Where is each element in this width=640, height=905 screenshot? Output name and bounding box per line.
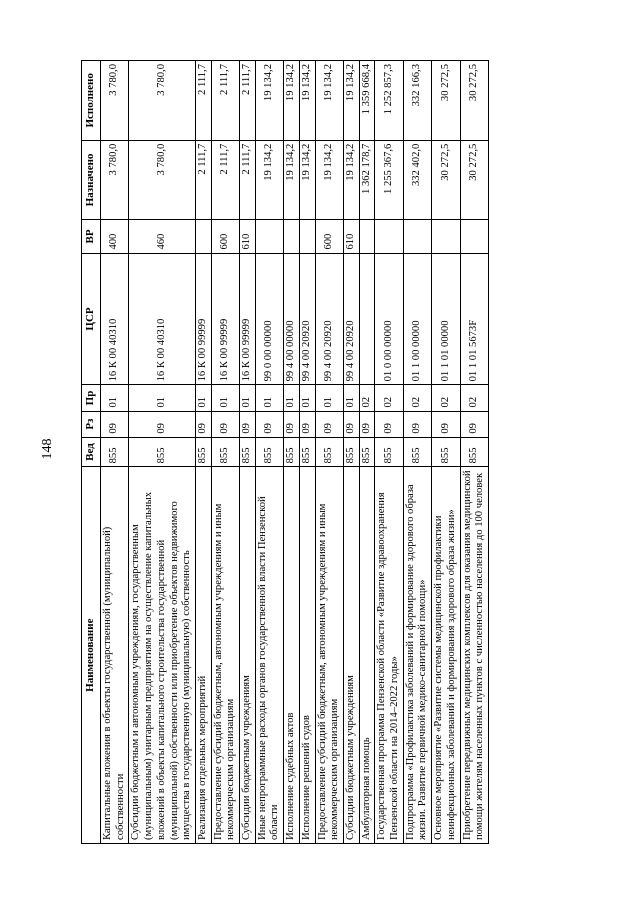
cell-vr (432, 220, 460, 253)
cell-rz: 09 (255, 411, 283, 437)
cell-ved: 855 (359, 437, 375, 467)
cell-name: Субсидии бюджетным и автономным учреждениям, государственным (муниципальным) унитарным предприятиям на осуществление капитальных вложений в объекты капитального строительства государственной (муниципальной) собственности или приобретение объектов недвижимого имущества в государственную (муниципальную) собственность (129, 467, 196, 844)
cell-vr (460, 220, 488, 253)
table-row (255, 61, 283, 844)
cell-executed: 19 134,2 (299, 61, 315, 141)
cell-csr: 01 0 00 00000 (375, 253, 403, 385)
cell-ved: 855 (343, 437, 359, 467)
cell-csr: 16 К 00 40310 (101, 253, 129, 385)
cell-name: Амбулаторная помощь (359, 467, 375, 844)
table-row (195, 61, 211, 844)
cell-rz: 09 (315, 411, 343, 437)
cell-csr: 16 К 00 99999 (195, 253, 211, 385)
cell-ved: 855 (240, 437, 256, 467)
cell-pr: 02 (403, 385, 431, 411)
cell-csr: 16 К 00 40310 (129, 253, 196, 385)
cell-executed: 19 134,2 (315, 61, 343, 141)
table-row (432, 61, 460, 844)
cell-name: Подпрограмма «Профилактика заболеваний и формирование здорового образа жизни. Развитие первичной медико-санитарной помощи» (403, 467, 431, 844)
cell-vr: 610 (240, 220, 256, 253)
cell-vr: 600 (315, 220, 343, 253)
cell-vr: 610 (343, 220, 359, 253)
cell-csr: 99 0 00 00000 (255, 253, 283, 385)
cell-csr: 99 4 00 20920 (299, 253, 315, 385)
table-row (343, 61, 359, 844)
cell-vr (195, 220, 211, 253)
cell-vr: 400 (101, 220, 129, 253)
cell-csr: 99 4 00 20920 (343, 253, 359, 385)
cell-ved: 855 (211, 437, 239, 467)
cell-ved: 855 (284, 437, 300, 467)
cell-pr: 02 (359, 385, 375, 411)
header-ved: Вед (82, 437, 101, 467)
cell-pr: 01 (315, 385, 343, 411)
cell-csr: 01 1 01 5673F (460, 253, 488, 385)
budget-table (81, 60, 489, 844)
header-assigned: Назначено (82, 140, 101, 220)
header-rz: Рз (82, 411, 101, 437)
cell-rz: 09 (359, 411, 375, 437)
cell-pr: 01 (299, 385, 315, 411)
cell-csr (359, 253, 375, 385)
cell-name: Реализация отдельных мероприятий (195, 467, 211, 844)
cell-name: Субсидии бюджетным учреждениям (343, 467, 359, 844)
cell-pr: 02 (432, 385, 460, 411)
cell-vr: 600 (211, 220, 239, 253)
cell-assigned: 332 402,0 (403, 140, 431, 220)
cell-vr (359, 220, 375, 253)
cell-rz: 09 (240, 411, 256, 437)
table-header-row (82, 61, 101, 844)
cell-assigned: 3 780,0 (101, 140, 129, 220)
cell-assigned: 19 134,2 (284, 140, 300, 220)
cell-vr (403, 220, 431, 253)
cell-ved: 855 (315, 437, 343, 467)
cell-ved: 855 (101, 437, 129, 467)
header-csr: ЦСР (82, 253, 101, 385)
cell-assigned: 30 272,5 (432, 140, 460, 220)
table-body (101, 61, 489, 844)
cell-executed: 19 134,2 (284, 61, 300, 141)
cell-pr: 01 (284, 385, 300, 411)
cell-pr: 02 (460, 385, 488, 411)
cell-executed: 3 780,0 (129, 61, 196, 141)
cell-name: Капитальные вложения в объекты государственной (муниципальной) собственности (101, 467, 129, 844)
cell-csr: 16 К 00 99999 (211, 253, 239, 385)
cell-ved: 855 (432, 437, 460, 467)
cell-executed: 2 111,7 (195, 61, 211, 141)
cell-ved: 855 (460, 437, 488, 467)
cell-executed: 19 134,2 (255, 61, 283, 141)
cell-ved: 855 (375, 437, 403, 467)
cell-name: Основное мероприятие «Развитие системы медицинской профилактики неинфекционных заболеваний и формирования здорового образа жизни» (432, 467, 460, 844)
cell-ved: 855 (195, 437, 211, 467)
cell-pr: 01 (101, 385, 129, 411)
cell-pr: 01 (343, 385, 359, 411)
rotated-page-content (81, 60, 605, 844)
cell-assigned: 30 272,5 (460, 140, 488, 220)
cell-name: Государственная программа Пензенской области «Развитие здравоохранения Пензенской области на 2014–2022 годы» (375, 467, 403, 844)
cell-executed: 2 111,7 (240, 61, 256, 141)
cell-rz: 09 (284, 411, 300, 437)
cell-name: Приобретение передвижных медицинских комплексов для оказания медицинской помощи жителям населенных пунктов с численностью населения до 100 человек (460, 467, 488, 844)
cell-executed: 19 134,2 (343, 61, 359, 141)
cell-name: Исполнение судебных актов (284, 467, 300, 844)
cell-rz: 09 (101, 411, 129, 437)
cell-assigned: 19 134,2 (343, 140, 359, 220)
cell-rz: 09 (432, 411, 460, 437)
cell-assigned: 2 111,7 (195, 140, 211, 220)
cell-assigned: 1 362 178,7 (359, 140, 375, 220)
cell-name: Исполнение решений судов (299, 467, 315, 844)
cell-csr: 01 1 01 00000 (432, 253, 460, 385)
cell-vr (284, 220, 300, 253)
cell-vr (255, 220, 283, 253)
cell-ved: 855 (255, 437, 283, 467)
cell-pr: 01 (195, 385, 211, 411)
cell-name: Иные непрограммные расходы органов государственной власти Пензенской области (255, 467, 283, 844)
header-vr: ВР (82, 220, 101, 253)
cell-pr: 01 (240, 385, 256, 411)
cell-name: Субсидии бюджетным учреждениям (240, 467, 256, 844)
cell-assigned: 2 111,7 (240, 140, 256, 220)
cell-assigned: 19 134,2 (315, 140, 343, 220)
cell-csr: 99 4 00 20920 (315, 253, 343, 385)
cell-pr: 01 (255, 385, 283, 411)
cell-executed: 2 111,7 (211, 61, 239, 141)
cell-pr: 01 (129, 385, 196, 411)
cell-ved: 855 (299, 437, 315, 467)
table-row (403, 61, 431, 844)
header-executed: Исполнено (82, 61, 101, 141)
table-row (375, 61, 403, 844)
cell-executed: 1 359 668,4 (359, 61, 375, 141)
cell-assigned: 1 255 367,6 (375, 140, 403, 220)
table-row (359, 61, 375, 844)
cell-executed: 30 272,5 (460, 61, 488, 141)
page-number: 148 (40, 438, 55, 460)
table-row (299, 61, 315, 844)
header-pr: Пр (82, 385, 101, 411)
cell-name: Предоставление субсидий бюджетным, автономным учреждениям и иным некоммерческим организациям (211, 467, 239, 844)
cell-rz: 09 (211, 411, 239, 437)
cell-rz: 09 (299, 411, 315, 437)
table-row (460, 61, 488, 844)
cell-assigned: 19 134,2 (255, 140, 283, 220)
cell-csr: 99 4 00 00000 (284, 253, 300, 385)
table-row (284, 61, 300, 844)
cell-pr: 02 (375, 385, 403, 411)
cell-rz: 09 (129, 411, 196, 437)
table-row (129, 61, 196, 844)
cell-vr (299, 220, 315, 253)
table-row (240, 61, 256, 844)
cell-rz: 09 (375, 411, 403, 437)
cell-csr: 01 1 00 00000 (403, 253, 431, 385)
cell-rz: 09 (343, 411, 359, 437)
cell-vr: 460 (129, 220, 196, 253)
cell-assigned: 3 780,0 (129, 140, 196, 220)
cell-executed: 30 272,5 (432, 61, 460, 141)
cell-assigned: 19 134,2 (299, 140, 315, 220)
header-name: Наименование (82, 467, 101, 844)
cell-ved: 855 (403, 437, 431, 467)
cell-executed: 332 166,3 (403, 61, 431, 141)
cell-ved: 855 (129, 437, 196, 467)
cell-rz: 09 (403, 411, 431, 437)
table-row (211, 61, 239, 844)
cell-assigned: 2 111,7 (211, 140, 239, 220)
cell-executed: 3 780,0 (101, 61, 129, 141)
cell-rz: 09 (195, 411, 211, 437)
table-row (101, 61, 129, 844)
cell-name: Предоставление субсидий бюджетным, автономным учреждениям и иным некоммерческим организациям (315, 467, 343, 844)
cell-pr: 01 (211, 385, 239, 411)
cell-csr: 16 К 00 99999 (240, 253, 256, 385)
cell-rz: 09 (460, 411, 488, 437)
cell-executed: 1 252 857,3 (375, 61, 403, 141)
table-row (315, 61, 343, 844)
cell-vr (375, 220, 403, 253)
